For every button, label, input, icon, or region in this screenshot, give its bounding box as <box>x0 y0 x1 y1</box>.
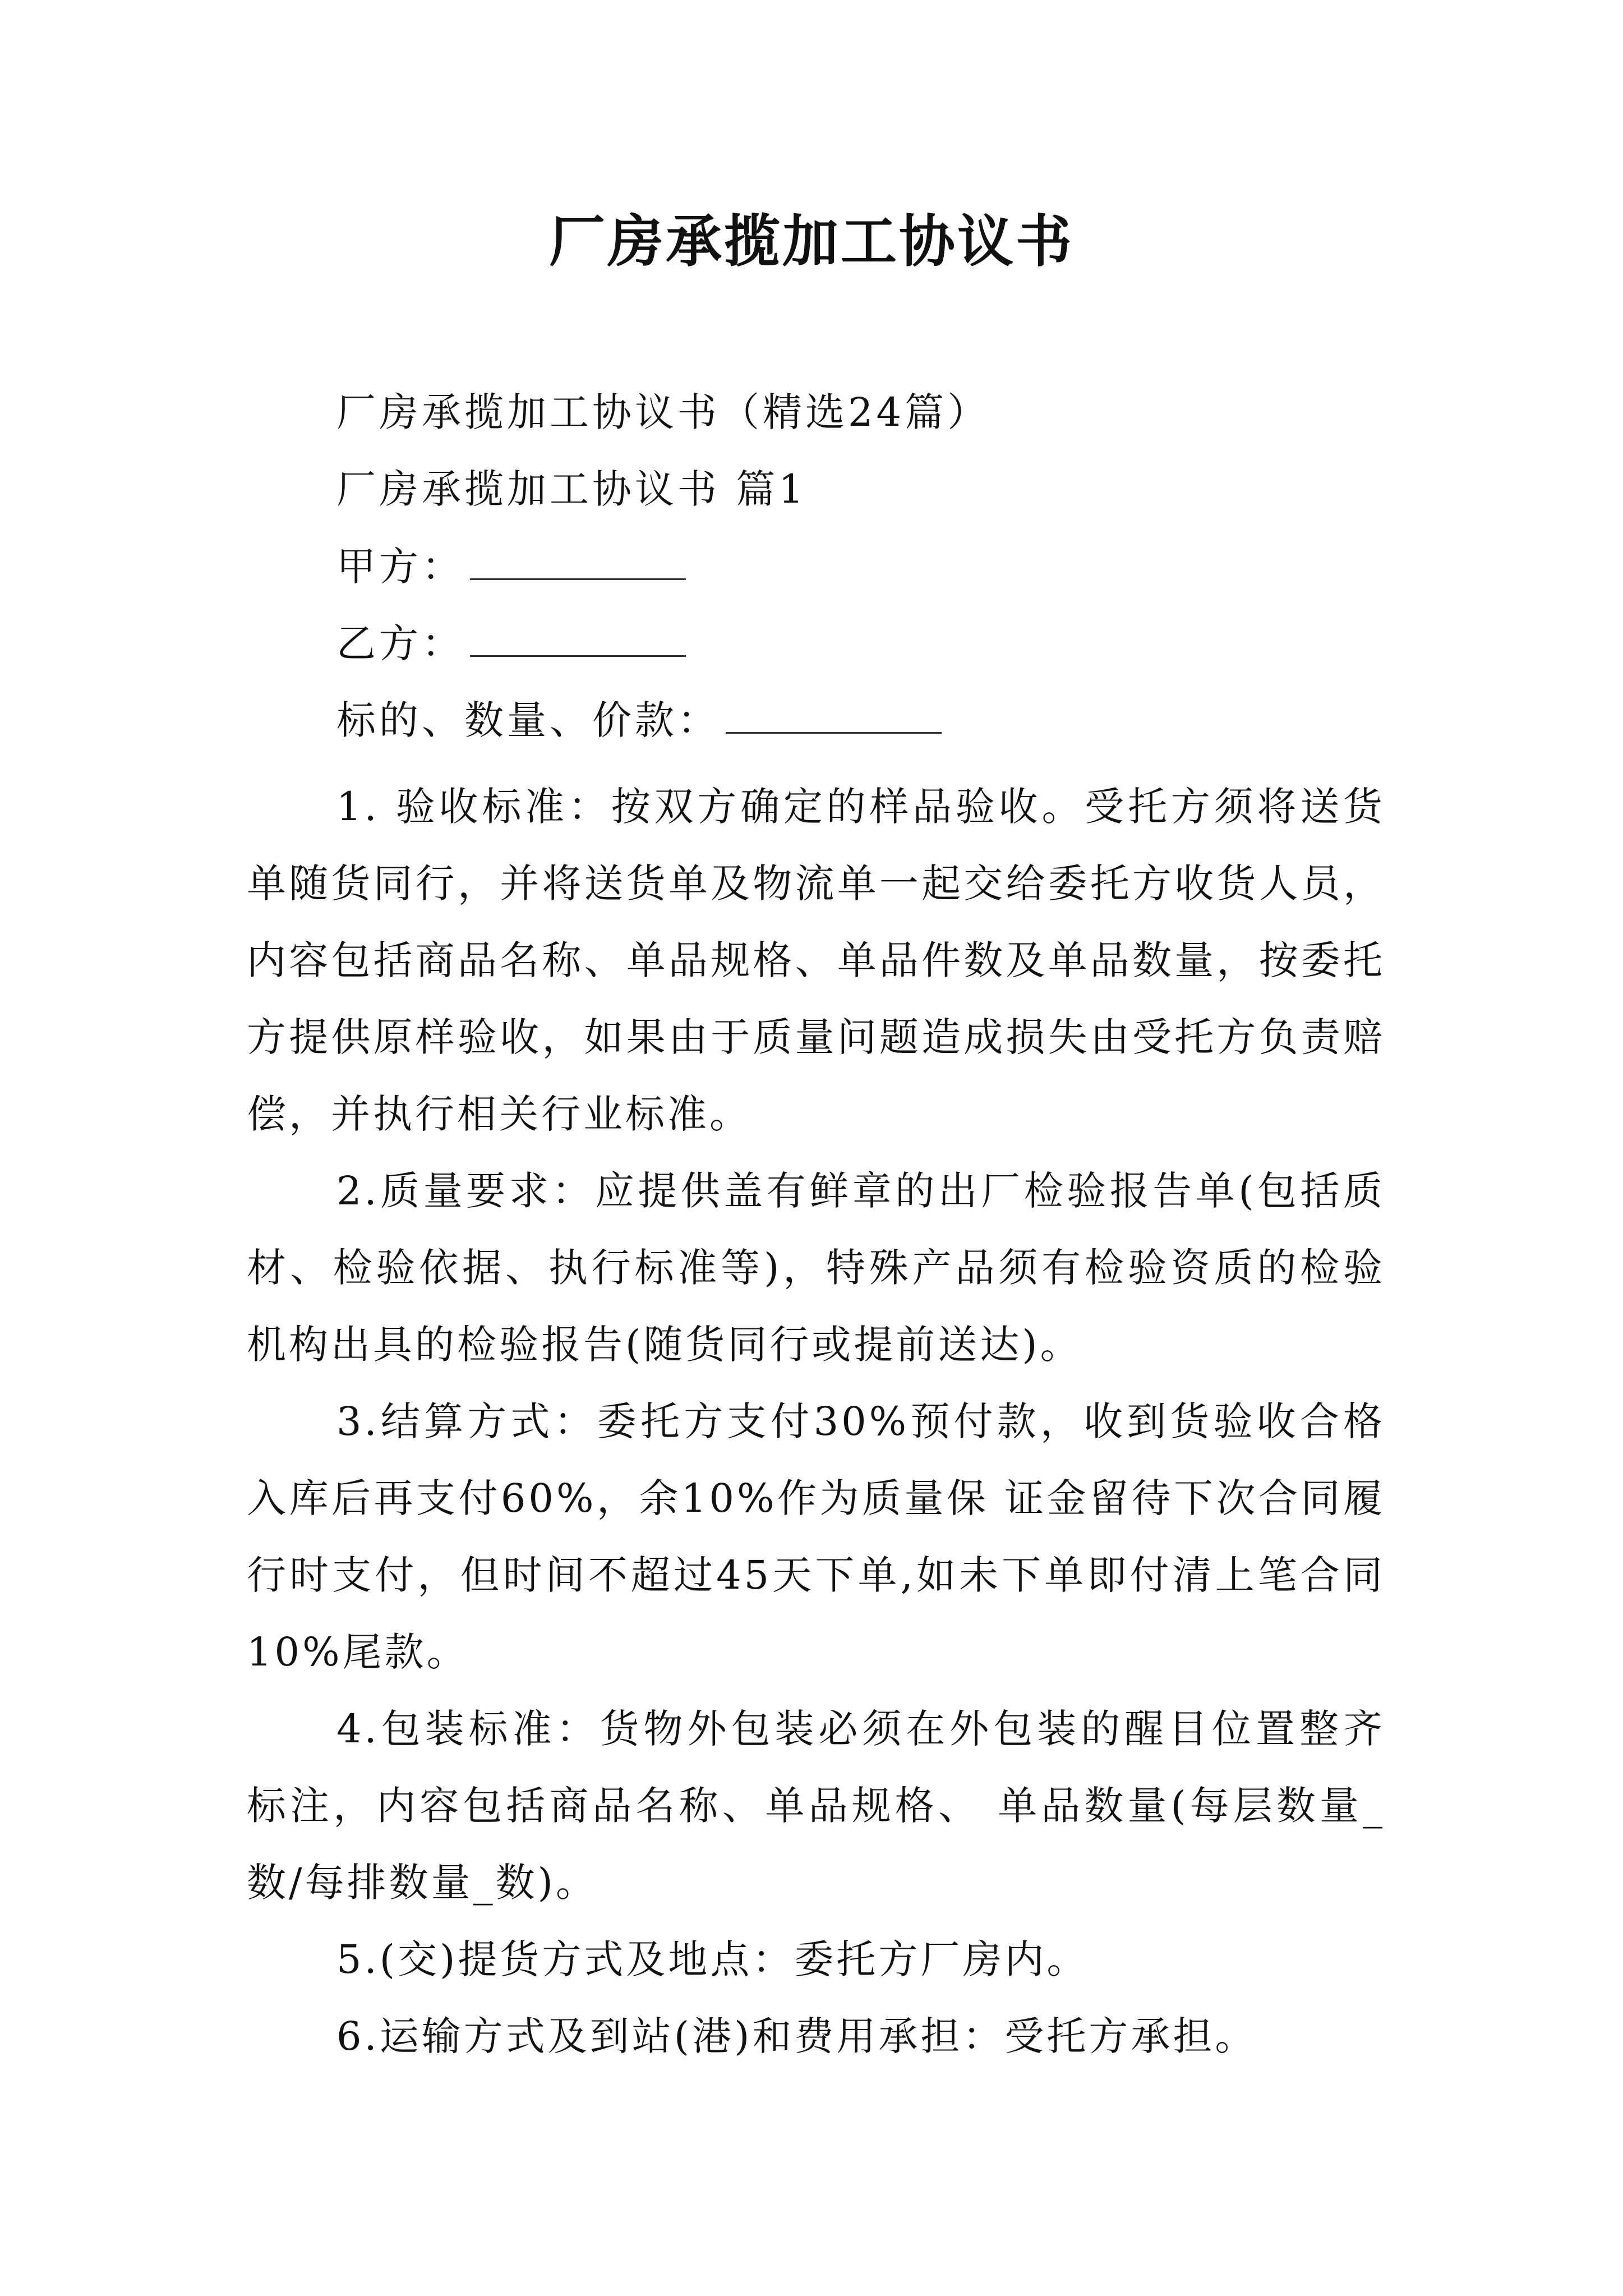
party-a-label: 甲方： <box>336 544 464 590</box>
clause-3: 3.结算方式：委托方支付30%预付款，收到货验收合格入库后再支付60%，余10%作为质量保 证金留待下次合同履行时支付，但时间不超过45天下单,如未下单即付清上笔合同10%尾款。 <box>247 1398 1385 1675</box>
document-title: 厂房承揽加工协议书 <box>549 208 1074 274</box>
party-b-blank <box>470 615 686 657</box>
document-subtitle: 厂房承揽加工协议书（精选24篇） <box>336 389 990 435</box>
subject-label: 标的、数量、价款： <box>336 697 720 743</box>
clause-5: 5.(交)提货方式及地点：委托方厂房内。 <box>336 1936 1089 1982</box>
clause-2: 2.质量要求：应提供盖有鲜章的出厂检验报告单(包括质材、检验依据、执行标准等)，特殊产品须有检验资质的检验机构出具的检验报告(随货同行或提前送达)。 <box>247 1168 1385 1368</box>
clause-1: 1. 验收标准：按双方确定的样品验收。受托方须将送货单随货同行，并将送货单及物流单一起交给委托方收货人员，内容包括商品名称、单品规格、单品件数及单品数量，按委托方提供原样验收，如果由于质量问题造成损失由受托方负责赔偿，并执行相关行业标准。 <box>247 784 1385 1137</box>
section-heading: 厂房承揽加工协议书 篇1 <box>336 466 807 512</box>
party-a-line <box>336 538 686 595</box>
subject-blank <box>726 692 942 734</box>
clause-4: 4.包装标准：货物外包装必须在外包装的醒目位置整齐标注，内容包括商品名称、单品规格、 单品数量(每层数量_数/每排数量_数)。 <box>247 1706 1385 1906</box>
clause-6: 6.运输方式及到站(港)和费用承担：受托方承担。 <box>336 2013 1257 2059</box>
party-a-blank <box>470 538 686 580</box>
subject-line <box>336 692 942 748</box>
party-b-label: 乙方： <box>336 620 464 666</box>
party-b-line <box>336 615 686 671</box>
